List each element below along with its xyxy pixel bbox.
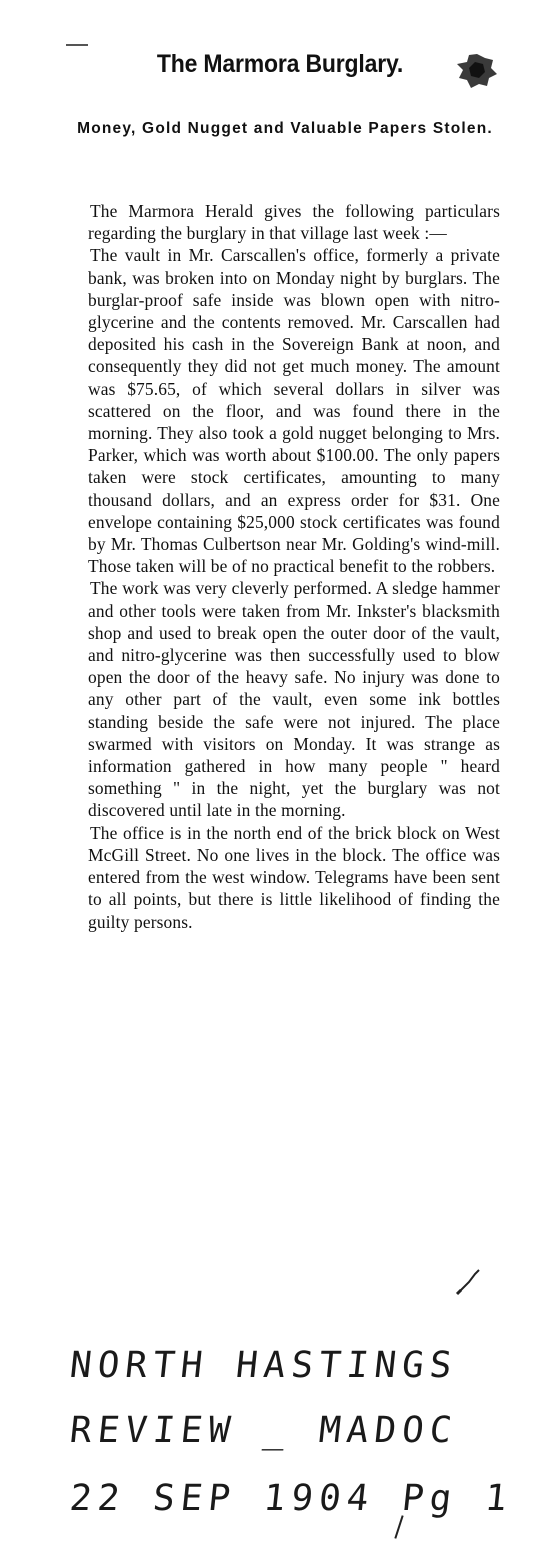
handwritten-publication-line: REVIEW _ MADOC <box>67 1410 460 1451</box>
article-body <box>88 200 500 933</box>
article-paragraph-intro: The Marmora Herald gives the following particulars regarding the burglary in that village last week :— <box>88 201 500 244</box>
headline: The Marmora Burglary. <box>156 50 404 78</box>
article-paragraph-work: The work was very cleverly performed. A sledge hammer and other tools were taken from Mr. Inkster's blacksmith shop and used to break open the outer door of the vault, and nitro-glycerine was then successfully used to blow open the door of the heavy safe. No injury was done to any other part of the vault, even some ink bottles standing beside the safe were not injured. The place swarmed with visitors on Monday. It was strange as information gathered in how many people " heard something " in the night, yet the burglary was not discovered until late in the morning. <box>88 578 500 821</box>
pen-mark <box>455 1268 485 1296</box>
handwritten-date-line: 22 SEP 1904 Pg 1 <box>67 1478 515 1519</box>
article-paragraph-office: The office is in the north end of the brick block on West McGill Street. No one lives in the block. The office was entered from the west window. Telegrams have been sent to all points, but there is little likelihood of finding the guilty persons. <box>88 822 500 932</box>
article-paragraph-vault: The vault in Mr. Carscallen's office, formerly a private bank, was broken into on Monday night by burglars. The burglar-proof safe inside was blown open with nitro-glycerine and the contents removed. Mr. Carscallen had deposited his cash in the Sovereign Bank at noon, and consequently they did not get much money. The amount was $75.65, of which several dollars in silver was scattered on the floor, and was found there in the morning. They also took a gold nugget belonging to Mrs. Parker, which was worth about $100.00. The only papers taken were stock certificates, amounting to many thousand dollars, and an express order for $31. One envelope containing $25,000 stock certificates was found by Mr. Thomas Culbertson near Mr. Golding's wind-mill. Those taken will be of no practical benefit to the robbers. <box>88 245 500 577</box>
top-rule <box>66 44 88 46</box>
handwritten-source-line: NORTH HASTINGS <box>67 1345 460 1386</box>
subheadline: Money, Gold Nugget and Valuable Papers Stolen. <box>77 120 493 137</box>
ink-blot-mark <box>455 52 499 90</box>
